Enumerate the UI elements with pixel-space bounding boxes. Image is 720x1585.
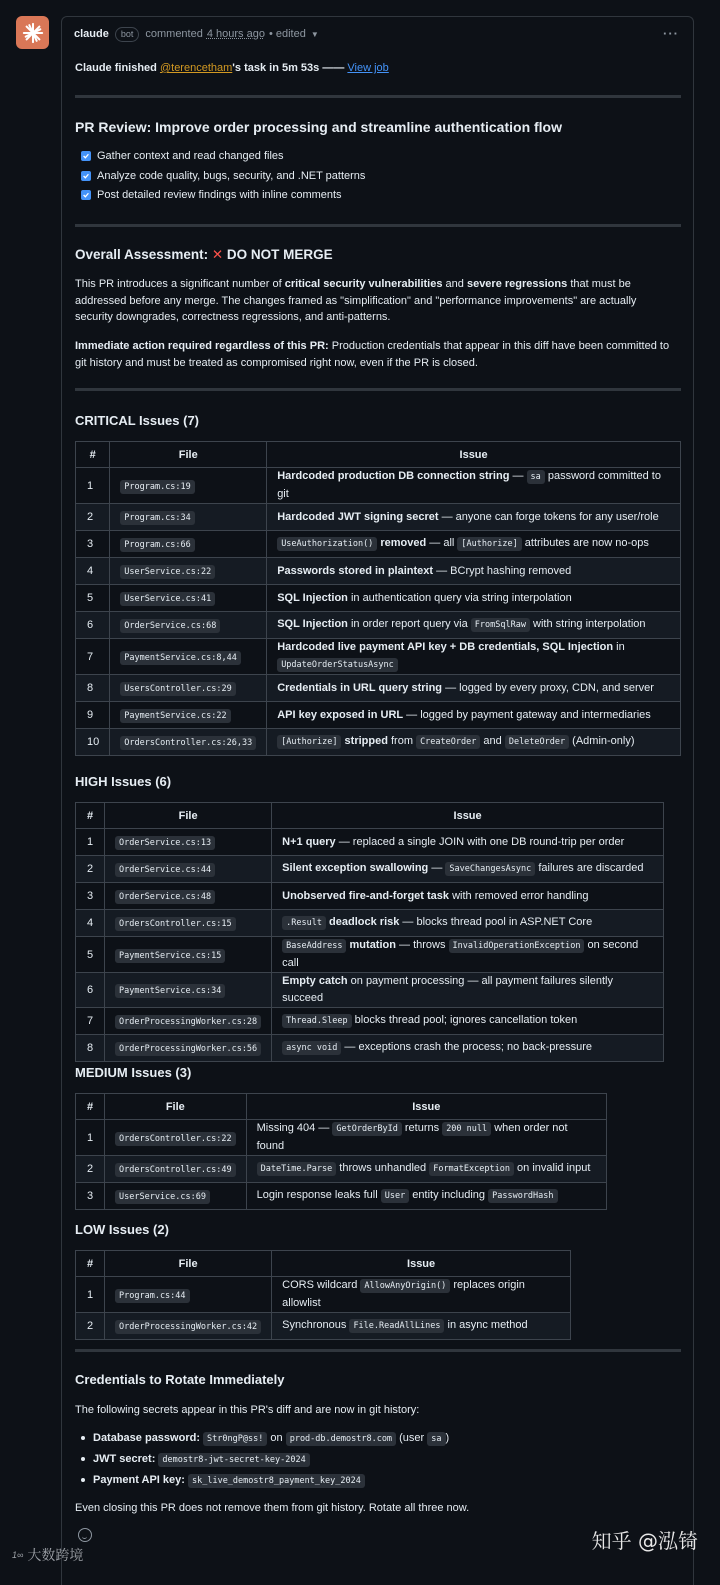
- table-row: [76, 1277, 571, 1313]
- chevron-down-icon[interactable]: ▼: [310, 29, 319, 39]
- inline-code: sa: [427, 1432, 445, 1446]
- table-row: [76, 639, 681, 675]
- claude-avatar[interactable]: [16, 16, 49, 49]
- file-ref: OrdersController.cs:15: [115, 917, 236, 931]
- strong-text: API key exposed in URL: [277, 708, 404, 721]
- strong-text: Unobserved fire-and-forget task: [282, 889, 450, 902]
- issue-cell: [267, 639, 681, 675]
- file-cell: [105, 1008, 272, 1035]
- file-cell: [105, 1156, 247, 1183]
- text: attributes are now no-ops: [521, 537, 649, 549]
- table-row: [76, 531, 681, 558]
- watermark-right: 知乎 @泓锜: [591, 1529, 698, 1553]
- commented-label: commented: [145, 28, 203, 40]
- file-ref: OrderService.cs:44: [115, 863, 215, 877]
- issue-cell: [272, 937, 664, 973]
- strong-text: Hardcoded live payment API key + DB credentials, SQL Injection: [277, 641, 614, 653]
- inline-code: BaseAddress: [282, 939, 346, 953]
- comment-timestamp[interactable]: 4 hours ago: [206, 28, 265, 40]
- text: Synchronous: [282, 1319, 350, 1331]
- credentials-list: [75, 1428, 449, 1491]
- text: that must be addressed before any merge. The changes framed as "simplification" and "performance improvements" are actually security downgrades, correctness regressions, and anti-patterns.: [75, 278, 637, 323]
- file-ref: OrdersController.cs:22: [115, 1132, 236, 1146]
- inline-code: DeleteOrder: [505, 735, 569, 749]
- issue-cell: [267, 558, 681, 585]
- watermark-left: [12, 1545, 83, 1565]
- text: in async method: [444, 1319, 528, 1331]
- file-cell: [110, 612, 267, 639]
- row-number: 2: [76, 1313, 105, 1340]
- inline-code: .Result: [282, 916, 326, 930]
- inline-code: UpdateOrderStatusAsync: [277, 658, 398, 672]
- issue-cell: [272, 883, 664, 910]
- row-number: 4: [76, 910, 105, 937]
- divider: [75, 95, 681, 98]
- table-row: [76, 910, 664, 937]
- strong-text: SQL Injection: [277, 591, 348, 604]
- watermark-logo: 1∞: [12, 1550, 24, 1560]
- file-ref: UserService.cs:41: [120, 592, 215, 606]
- inline-code: UseAuthorization(): [277, 537, 377, 551]
- text: CORS wildcard: [282, 1279, 361, 1291]
- inline-code: prod-db.demostr8.com: [286, 1432, 396, 1446]
- credential-item: [75, 1428, 449, 1449]
- low-issues-table: [75, 1250, 571, 1340]
- table-row: [76, 702, 681, 729]
- text: — anyone can forge tokens for any user/role: [438, 510, 659, 523]
- inline-code: [Authorize]: [277, 735, 341, 749]
- table-row: [76, 504, 681, 531]
- user-mention[interactable]: @terencetham: [159, 62, 233, 74]
- text: and: [480, 735, 505, 747]
- file-cell: [110, 729, 267, 756]
- file-cell: [110, 504, 267, 531]
- table-row: [76, 1035, 664, 1062]
- table-header-row: [76, 803, 664, 829]
- file-ref: OrdersController.cs:49: [115, 1163, 236, 1177]
- col-header-num: #: [76, 1094, 105, 1120]
- table-row: [76, 585, 681, 612]
- strong-text: Hardcoded production DB connection string: [277, 470, 510, 482]
- table-row: [76, 1313, 571, 1340]
- status-line: [75, 62, 389, 74]
- file-ref: PaymentService.cs:8,44: [120, 651, 241, 665]
- task-item: [75, 187, 365, 203]
- file-cell: [110, 468, 267, 504]
- text: Login response leaks full: [256, 1189, 381, 1201]
- text: with removed error handling: [449, 889, 589, 902]
- issue-cell: [272, 973, 664, 1008]
- credential-item: [75, 1470, 449, 1491]
- verdict-label: DO NOT MERGE: [226, 247, 333, 262]
- text: This PR introduces a significant number of: [75, 278, 282, 290]
- inline-code: SaveChangesAsync: [445, 862, 535, 876]
- table-row: [76, 1120, 607, 1156]
- strong-text: mutation: [346, 939, 396, 951]
- text: — throws: [395, 939, 449, 951]
- strong-text: SQL Injection: [277, 618, 348, 630]
- inline-code: DateTime.Parse: [257, 1162, 337, 1176]
- file-cell: [110, 702, 267, 729]
- task-label: Analyze code quality, bugs, security, and .NET patterns: [97, 169, 366, 182]
- checkbox-checked-icon[interactable]: [81, 190, 91, 200]
- row-number: 9: [76, 702, 110, 729]
- row-number: 10: [76, 729, 110, 756]
- text: in order report query via: [347, 618, 471, 630]
- inline-code: File.ReadAllLines: [349, 1319, 444, 1333]
- credentials-outro: Even closing this PR does not remove them from git history. Rotate all three now.: [75, 1502, 470, 1514]
- inline-code: User: [381, 1189, 409, 1203]
- author-name[interactable]: claude: [74, 28, 109, 40]
- issue-cell: [272, 910, 664, 937]
- strong-text: Passwords stored in plaintext: [277, 564, 434, 577]
- text: on second call: [282, 939, 639, 969]
- strong-text: deadlock risk: [326, 916, 400, 928]
- row-number: 2: [76, 1156, 105, 1183]
- row-number: 7: [76, 639, 110, 675]
- inline-code: PasswordHash: [488, 1189, 557, 1203]
- row-number: 3: [76, 1183, 105, 1210]
- row-number: 3: [76, 883, 105, 910]
- col-header-file: File: [105, 1094, 247, 1120]
- text: — all: [426, 537, 458, 549]
- text: blocks thread pool; ignores cancellation token: [351, 1014, 578, 1026]
- table-row: [76, 468, 681, 504]
- text: on payment processing — all payment failures silently succeed: [282, 975, 613, 1004]
- divider: [75, 388, 681, 391]
- text: on: [267, 1432, 286, 1444]
- row-number: 1: [76, 1120, 105, 1156]
- action-required-paragraph: [75, 338, 675, 371]
- assessment-label: Overall Assessment:: [75, 247, 209, 262]
- file-ref: Program.cs:19: [120, 480, 195, 494]
- credential-item: [75, 1449, 449, 1470]
- file-cell: [105, 910, 272, 937]
- task-label: Gather context and read changed files: [97, 150, 284, 162]
- text: returns: [401, 1122, 443, 1134]
- table-row: [76, 1156, 607, 1183]
- file-ref: OrderService.cs:13: [115, 836, 215, 850]
- table-row: [76, 856, 664, 883]
- col-header-file: File: [110, 442, 267, 468]
- row-number: 6: [76, 612, 110, 639]
- file-cell: [105, 1277, 272, 1313]
- task-item: [75, 148, 365, 164]
- table-header-row: [76, 1251, 571, 1277]
- assessment-heading: [75, 247, 333, 263]
- text: in authentication query via string interpolation: [347, 591, 572, 604]
- issue-cell: [267, 675, 681, 702]
- row-number: 8: [76, 675, 110, 702]
- text: on invalid input: [513, 1162, 591, 1174]
- inline-code: InvalidOperationException: [449, 939, 585, 953]
- text: — BCrypt hashing removed: [433, 564, 572, 577]
- cross-mark-icon: ✕: [211, 247, 224, 262]
- inline-code: sa: [527, 470, 545, 484]
- task-item: [75, 168, 365, 184]
- file-cell: [105, 937, 272, 973]
- inline-code: [Authorize]: [457, 537, 521, 551]
- row-number: 3: [76, 531, 110, 558]
- row-number: 1: [76, 829, 105, 856]
- file-cell: [105, 1035, 272, 1062]
- strong-text: Hardcoded JWT signing secret: [277, 510, 439, 523]
- issue-cell: [272, 1035, 664, 1062]
- table-row: [76, 675, 681, 702]
- issue-cell: [246, 1156, 606, 1183]
- strong-text: Empty catch: [282, 975, 348, 987]
- checkbox-checked-icon[interactable]: [81, 151, 91, 161]
- inline-code: Str0ngP@ss!: [203, 1432, 267, 1446]
- file-ref: OrderProcessingWorker.cs:56: [115, 1042, 261, 1056]
- file-ref: UserService.cs:22: [120, 565, 215, 579]
- table-row: [76, 829, 664, 856]
- col-header-file: File: [105, 803, 272, 829]
- file-cell: [105, 829, 272, 856]
- issue-cell: [267, 531, 681, 558]
- inline-code: async void: [282, 1041, 341, 1055]
- issue-cell: [246, 1120, 606, 1156]
- row-number: 5: [76, 585, 110, 612]
- text: Production credentials that appear in this diff have been committed to git history and must be treated as compromised right now, even if the PR is closed.: [75, 340, 670, 369]
- file-ref: OrderProcessingWorker.cs:28: [115, 1015, 261, 1029]
- strong-text: JWT secret:: [93, 1453, 156, 1465]
- col-header-issue: Issue: [246, 1094, 606, 1120]
- issue-cell: [267, 468, 681, 504]
- strong-text: N+1 query: [282, 835, 336, 848]
- credentials-heading: Credentials to Rotate Immediately: [75, 1372, 285, 1387]
- text: Missing 404 —: [256, 1122, 333, 1134]
- text: —: [428, 862, 446, 874]
- strong-text: stripped: [341, 735, 388, 747]
- table-row: [76, 937, 664, 973]
- table-row: [76, 729, 681, 756]
- file-ref: Program.cs:34: [120, 511, 195, 525]
- table-row: [76, 558, 681, 585]
- row-number: 2: [76, 856, 105, 883]
- table-header-row: [76, 1094, 607, 1120]
- text: replaces origin allowlist: [282, 1279, 525, 1309]
- strong-text: Credentials in URL query string: [277, 681, 443, 694]
- status-prefix: Claude finished: [75, 62, 157, 74]
- file-cell: [105, 883, 272, 910]
- table-row: [76, 1008, 664, 1035]
- row-number: 4: [76, 558, 110, 585]
- table-row: [76, 883, 664, 910]
- strong-text: Database password:: [93, 1432, 200, 1444]
- issue-cell: [267, 612, 681, 639]
- issue-cell: [246, 1183, 606, 1210]
- inline-code: GetOrderById: [332, 1122, 401, 1136]
- col-header-num: #: [76, 803, 105, 829]
- file-ref: UserService.cs:69: [115, 1190, 210, 1204]
- critical-issues-table: [75, 441, 681, 756]
- text: when order not found: [256, 1122, 568, 1152]
- task-label: Post detailed review findings with inline comments: [97, 189, 342, 201]
- row-number: 7: [76, 1008, 105, 1035]
- divider: [75, 1349, 681, 1352]
- high-issues-table: [75, 802, 664, 1062]
- strong-text: critical security vulnerabilities: [284, 278, 443, 290]
- table-row: [76, 1183, 607, 1210]
- text: and: [445, 278, 464, 290]
- more-options-icon[interactable]: ···: [663, 26, 679, 41]
- row-number: 2: [76, 504, 110, 531]
- file-ref: OrderService.cs:48: [115, 890, 215, 904]
- issue-cell: [267, 585, 681, 612]
- col-header-file: File: [105, 1251, 272, 1277]
- assessment-paragraph: [75, 276, 675, 326]
- row-number: 1: [76, 468, 110, 504]
- issue-cell: [267, 702, 681, 729]
- text: throws unhandled: [336, 1162, 430, 1174]
- row-number: 5: [76, 937, 105, 973]
- col-header-issue: Issue: [272, 803, 664, 829]
- comment-header: [62, 17, 693, 51]
- file-cell: [105, 973, 272, 1008]
- row-number: 1: [76, 1277, 105, 1313]
- text: (user: [396, 1432, 428, 1444]
- medium-issues-table: [75, 1093, 607, 1210]
- low-heading: LOW Issues (2): [75, 1222, 169, 1237]
- watermark-left-text: 大数跨境: [27, 1547, 84, 1563]
- issue-cell: [272, 1277, 571, 1313]
- inline-code: CreateOrder: [416, 735, 480, 749]
- task-list: [75, 148, 365, 203]
- file-ref: PaymentService.cs:34: [115, 984, 225, 998]
- claude-starburst-icon: [22, 22, 44, 44]
- file-cell: [110, 585, 267, 612]
- view-job-link[interactable]: View job: [347, 62, 389, 74]
- review-title: PR Review: Improve order processing and streamline authentication flow: [75, 119, 562, 135]
- file-cell: [110, 675, 267, 702]
- inline-code: demostr8-jwt-secret-key-2024: [158, 1453, 309, 1467]
- table-row: [76, 612, 681, 639]
- comment-box: [61, 16, 694, 1585]
- text: (Admin-only): [569, 735, 635, 747]
- inline-code: sk_live_demostr8_payment_key_2024: [188, 1474, 365, 1488]
- file-cell: [105, 1120, 247, 1156]
- inline-code: 200 null: [442, 1122, 491, 1136]
- text: from: [387, 735, 417, 747]
- col-header-num: #: [76, 1251, 105, 1277]
- strong-text: removed: [377, 537, 427, 549]
- checkbox-checked-icon[interactable]: [81, 171, 91, 181]
- file-cell: [110, 558, 267, 585]
- file-cell: [110, 639, 267, 675]
- file-ref: OrderProcessingWorker.cs:42: [115, 1320, 261, 1334]
- table-row: [76, 973, 664, 1008]
- text: with string interpolation: [529, 618, 646, 630]
- strong-text: Silent exception swallowing: [282, 862, 429, 874]
- credentials-intro: The following secrets appear in this PR's diff and are now in git history:: [75, 1404, 420, 1416]
- file-cell: [105, 856, 272, 883]
- issue-cell: [267, 504, 681, 531]
- col-header-issue: Issue: [267, 442, 681, 468]
- divider: [75, 224, 681, 227]
- table-header-row: [76, 442, 681, 468]
- strong-text: severe regressions: [466, 278, 568, 290]
- medium-heading: MEDIUM Issues (3): [75, 1065, 192, 1080]
- text: in: [613, 641, 625, 653]
- text: —: [509, 470, 527, 482]
- text: — logged by payment gateway and intermediaries: [403, 708, 651, 721]
- add-reaction-icon[interactable]: [78, 1528, 92, 1542]
- file-ref: UsersController.cs:29: [120, 682, 235, 696]
- issue-cell: [272, 856, 664, 883]
- bot-badge: bot: [115, 27, 140, 42]
- file-ref: PaymentService.cs:22: [120, 709, 230, 723]
- text: ): [445, 1432, 450, 1444]
- file-cell: [105, 1183, 247, 1210]
- status-suffix: 's task in 5m 53s ——: [232, 62, 345, 74]
- file-ref: OrdersController.cs:26,33: [120, 736, 256, 750]
- file-cell: [105, 1313, 272, 1340]
- critical-heading: CRITICAL Issues (7): [75, 413, 200, 428]
- edited-label[interactable]: • edited: [268, 28, 306, 40]
- row-number: 8: [76, 1035, 105, 1062]
- file-ref: Program.cs:66: [120, 538, 195, 552]
- text: — replaced a single JOIN with one DB round-trip per order: [335, 835, 625, 848]
- inline-code: FormatException: [429, 1162, 514, 1176]
- issue-cell: [267, 729, 681, 756]
- file-ref: Program.cs:44: [115, 1289, 190, 1303]
- strong-text: Payment API key:: [93, 1474, 185, 1486]
- high-heading: HIGH Issues (6): [75, 774, 172, 789]
- text: — exceptions crash the process; no back-pressure: [341, 1041, 593, 1053]
- file-ref: PaymentService.cs:15: [115, 949, 225, 963]
- text: entity including: [409, 1189, 489, 1201]
- file-cell: [110, 531, 267, 558]
- inline-code: AllowAnyOrigin(): [360, 1279, 450, 1293]
- issue-cell: [272, 829, 664, 856]
- inline-code: Thread.Sleep: [282, 1014, 351, 1028]
- text: — logged by every proxy, CDN, and server: [442, 681, 654, 694]
- col-header-issue: Issue: [272, 1251, 571, 1277]
- issue-cell: [272, 1008, 664, 1035]
- strong-text: Immediate action required regardless of this PR:: [75, 340, 329, 352]
- file-ref: OrderService.cs:68: [120, 619, 220, 633]
- text: — blocks thread pool in ASP.NET Core: [399, 916, 593, 928]
- row-number: 6: [76, 973, 105, 1008]
- text: password committed to git: [277, 470, 661, 500]
- text: failures are discarded: [535, 862, 644, 874]
- issue-cell: [272, 1313, 571, 1340]
- col-header-num: #: [76, 442, 110, 468]
- inline-code: FromSqlRaw: [471, 618, 530, 632]
